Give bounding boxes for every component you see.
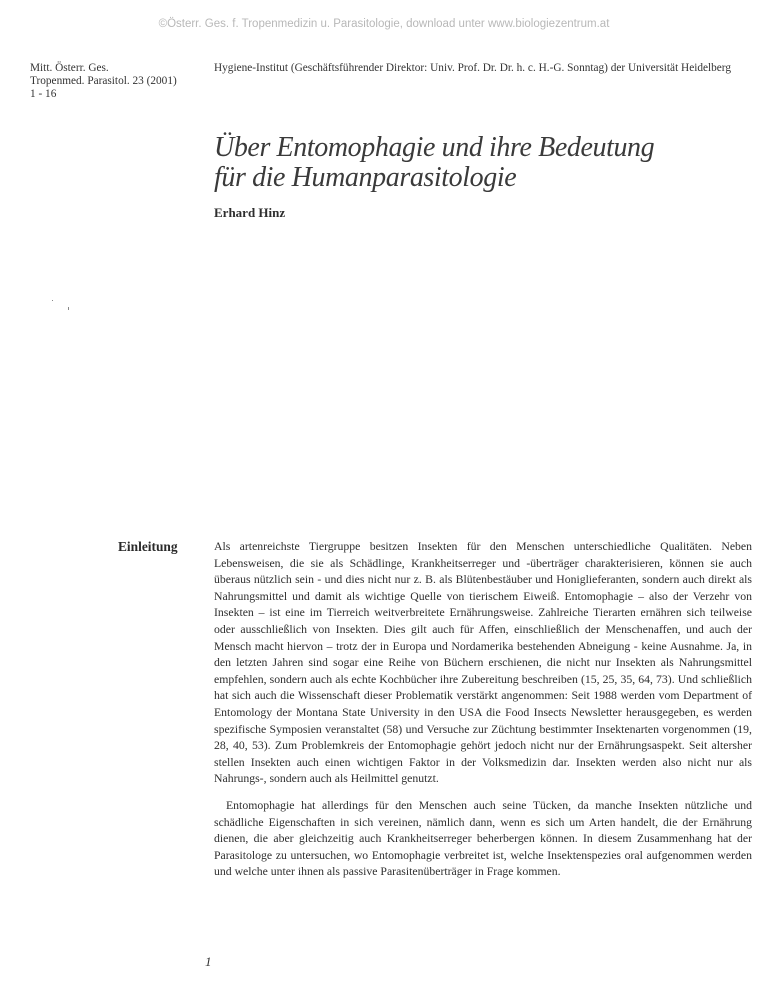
title-line1: Über Entomophagie und ihre Bedeutung: [214, 132, 655, 163]
journal-name-line1: Mitt. Österr. Ges.: [30, 62, 109, 74]
article-title: [214, 133, 754, 193]
body-paragraph-2: Entomophagie hat allerdings für den Menschen auch seine Tücken, da manche Insekten nützliche und schädliche Eigenschaften in sich vereinen, nämlich dann, wenn es sich um Arten handelt, die der Ernährung dienen, die aber gleichzeitig auch Krankheitserreger beherbergen können. In diesem Zusammenhang hat der Parasitologe zu untersuchen, wo Entomophagie verbreitet ist, welche Insektenspezies oral aufgenommen werden und welche unter ihnen als passive Parasitenüberträger in Frage kommen.: [214, 799, 752, 879]
scan-speck: [68, 307, 69, 310]
page-number: 1: [205, 954, 212, 969]
body-paragraph-1: Als artenreichste Tiergruppe besitzen Insekten für den Menschen unterschiedliche Qualitäten. Neben Lebensweisen, die sie als Schädlinge, Krankheitserreger und -überträger charakterisieren, können sie auch überaus nützlich sein - und dies nicht nur z. B. als Blütenbestäuber und Honiglieferanten, sondern auch direkt als Nahrungsmittel und damit als wichtige Quelle von tierischem Eiweiß. Entomophagie – also der Verzehr von Insekten – ist eine im Tierreich weitverbreitete Ernährungsweise. Zahlreiche Tierarten ernähren sich teilweise oder ausschließlich von Insekten. Dies gilt auch für Affen, einschließlich der Menschenaffen, und auch der Mensch macht hiervon – trotz der in Europa und Nordamerika bestehenden Abneigung - keine Ausnahme. Ja, in den letzten Jahren sind sogar eine Reihe von Büchern erschienen, die nicht nur Insekten als Nahrungsmittel empfehlen, sondern auch als echte Kochbücher ihre Zubereitung beschreiben (15, 25, 35, 64, 73). Und schließlich hat sich auch die Wissenschaft dieser Problematik verstärkt angenommen: Seit 1988 werden vom Department of Entomology der Montana State University in den USA die Food Insects Newsletter herausgegeben, es werden spezifische Symposien veranstaltet (58) und Versuche zur Züchtung bestimmter Insektenarten vorgenommen (19, 28, 40, 53). Zum Problemkreis der Entomophagie gehört jedoch nicht nur der Ernährungsaspekt. Seit altersher stellen Insekten auch einen wichtigen Faktor in der Volksmedizin dar. Insekten werden also nicht nur als Nahrungs-, sondern auch als Heilmittel genutzt.: [214, 540, 752, 786]
scan-speck: [52, 300, 53, 301]
journal-citation: [30, 62, 177, 101]
section-heading: Einleitung: [118, 539, 178, 554]
journal-pages: 1 - 16: [30, 88, 57, 100]
journal-name-line2: Tropenmed. Parasitol. 23 (2001): [30, 75, 177, 87]
title-line2: für die Humanparasitologie: [214, 162, 517, 193]
author-name: Erhard Hinz: [214, 205, 286, 220]
institute-affiliation: Hygiene-Institut (Geschäftsführender Direktor: Univ. Prof. Dr. Dr. h. c. H.-G. Sonntag) der Universität Heidelberg: [214, 62, 732, 74]
watermark-text: ©Österr. Ges. f. Tropenmedizin u. Parasitologie, download unter www.biologiezentrum.at: [158, 18, 610, 30]
